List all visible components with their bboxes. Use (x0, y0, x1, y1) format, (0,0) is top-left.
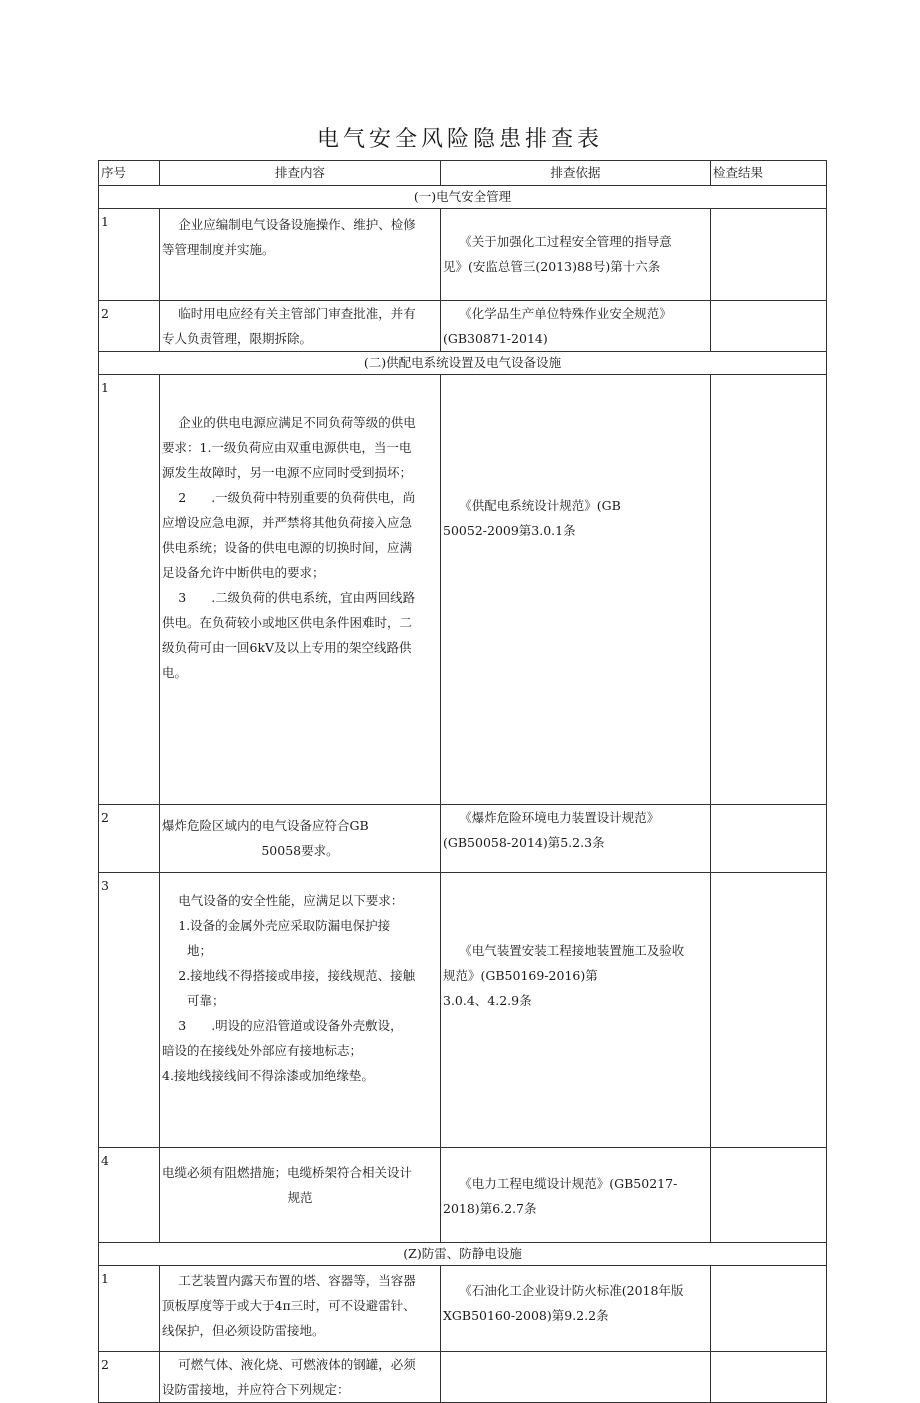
content-line: 地； (187, 943, 213, 958)
section-row (99, 186, 827, 209)
row-number: 2 (99, 1352, 160, 1403)
basis-line: 规范》(GB50169-2016)第 (443, 968, 598, 983)
row-result[interactable] (711, 805, 827, 873)
content-line: 等管理制度并实施。 (162, 242, 275, 257)
basis-line: 《电气装置安装工程接地装置施工及验收 (459, 943, 685, 958)
table-row (99, 209, 827, 301)
basis-line: 《石油化工企业设计防火标准(2018年版 (459, 1283, 684, 1298)
table-row (99, 1266, 827, 1352)
row-number: 2 (99, 805, 160, 873)
row-content (160, 1266, 441, 1352)
content-line: 级负荷可由一回6kV及以上专用的架空线路供 (162, 640, 412, 655)
content-line: 可燃气体、液化烧、可燃液体的钢罐，必须 (178, 1357, 416, 1372)
basis-line: 《化学品生产单位特殊作业安全规范》 (459, 306, 672, 321)
basis-line: XGB50160-2008)第9.2.2条 (443, 1308, 609, 1323)
row-content (160, 209, 441, 301)
content-line: 临时用电应经有关主管部门审查批准，并有 (178, 306, 416, 321)
content-line: 2.接地线不得搭接或串接，接线规范、接触 (178, 968, 416, 983)
row-result[interactable] (711, 301, 827, 352)
content-line: 专人负责管理，限期拆除。 (162, 331, 313, 346)
content-line: 企业的供电电源应满足不同负荷等级的供电 (178, 415, 416, 430)
header-no: 序号 (99, 161, 160, 186)
row-number: 1 (99, 209, 160, 301)
content-line: 足设备允许中断供电的要求； (162, 565, 325, 580)
inspection-table (98, 160, 827, 1403)
basis-line: 2018)第6.2.7条 (443, 1201, 537, 1216)
row-content (160, 1352, 441, 1403)
row-result[interactable] (711, 375, 827, 805)
row-basis (441, 375, 711, 805)
basis-line: 见》(安监总管三(2013)88号)第十六条 (443, 259, 661, 274)
table-row (99, 805, 827, 873)
content-line: 电缆必须有阻燃措施；电缆桥架符合相关设计 (162, 1165, 413, 1180)
content-line: 暗设的在接线处外部应有接地标志； (162, 1043, 363, 1058)
content-line: 50058要求。 (261, 843, 339, 858)
row-number: 3 (99, 873, 160, 1148)
row-number: 2 (99, 301, 160, 352)
section-row (99, 352, 827, 375)
header-basis: 排查依据 (441, 161, 711, 186)
row-content (160, 375, 441, 805)
content-line: 爆炸危险区域内的电气设备应符合GB (162, 818, 369, 833)
basis-line: 《关于加强化工过程安全管理的指导意 (459, 234, 672, 249)
row-basis (441, 1148, 711, 1243)
basis-line: 《供配电系统设计规范》(GB (459, 498, 621, 513)
basis-line: 《爆炸危险环境电力装置设计规范》 (459, 810, 660, 825)
content-line: 1.设备的金属外壳应采取防漏电保护接 (178, 918, 391, 933)
page-title: 电气安全风险隐患排查表 (316, 127, 603, 152)
section-row (99, 1243, 827, 1266)
row-result[interactable] (711, 873, 827, 1148)
row-content (160, 805, 441, 873)
row-result[interactable] (711, 1148, 827, 1243)
row-number: 1 (99, 1266, 160, 1352)
section-title: (Z)防雷、防静电设施 (99, 1243, 827, 1266)
basis-line: 50052-2009第3.0.1条 (443, 523, 576, 538)
content-line: 规范 (287, 1190, 313, 1205)
table-row (99, 301, 827, 352)
content-line: 3 .二级负荷的供电系统，宜由两回线路 (178, 590, 416, 605)
row-number: 1 (99, 375, 160, 805)
row-content (160, 301, 441, 352)
table-row (99, 1352, 827, 1403)
content-line: 顶板厚度等于或大于4π三时，可不设避雷针、 (162, 1298, 416, 1313)
content-line: 源发生故障时，另一电源不应同时受到损坏； (162, 465, 413, 480)
section-title: (一)电气安全管理 (99, 186, 827, 209)
content-line: 工艺装置内露天布置的塔、容器等，当容器 (178, 1273, 416, 1288)
basis-line: (GB30871-2014) (443, 331, 548, 346)
content-line: 设防雷接地，并应符合下列规定： (162, 1382, 350, 1397)
basis-line: 3.0.4、4.2.9条 (443, 993, 532, 1008)
row-content (160, 873, 441, 1148)
row-content (160, 1148, 441, 1243)
header-content: 排查内容 (160, 161, 441, 186)
content-line: 4.接地线接线间不得涂漆或加绝缘垫。 (162, 1068, 374, 1083)
table-row (99, 375, 827, 805)
table-header-row (99, 161, 827, 186)
content-line: 应增设应急电源，并严禁将其他负荷接入应急 (162, 515, 413, 530)
content-line: 电。 (162, 665, 188, 680)
row-result[interactable] (711, 1266, 827, 1352)
content-line: 可靠； (187, 993, 225, 1008)
row-number: 4 (99, 1148, 160, 1243)
table-row (99, 873, 827, 1148)
content-line: 电气设备的安全性能，应满足以下要求： (178, 893, 404, 908)
content-line: 要求：1.一级负荷应由双重电源供电，当一电 (162, 440, 412, 455)
section-title: (二)供配电系统设置及电气设备设施 (99, 352, 827, 375)
table-row (99, 1148, 827, 1243)
row-basis (441, 1266, 711, 1352)
row-basis (441, 873, 711, 1148)
content-line: 线保护，但必须设防雷接地。 (162, 1323, 325, 1338)
content-line: 供电。在负荷较小或地区供电条件困难时，二 (162, 615, 413, 630)
content-line: 3 .明设的应沿管道或设备外壳敷设， (178, 1018, 403, 1033)
row-basis (441, 1352, 711, 1403)
row-result[interactable] (711, 1352, 827, 1403)
row-result[interactable] (711, 209, 827, 301)
header-result: 检查结果 (711, 161, 827, 186)
row-basis (441, 301, 711, 352)
content-line: 2 .一级负荷中特别重要的负荷供电，尚 (178, 490, 416, 505)
content-line: 供电系统；设备的供电电源的切换时间，应满 (162, 540, 413, 555)
content-line: 企业应编制电气设备设施操作、维护、检修 (178, 217, 416, 232)
basis-line: (GB50058-2014)第5.2.3条 (443, 835, 605, 850)
row-basis (441, 805, 711, 873)
row-basis (441, 209, 711, 301)
basis-line: 《电力工程电缆设计规范》(GB50217- (459, 1176, 678, 1191)
